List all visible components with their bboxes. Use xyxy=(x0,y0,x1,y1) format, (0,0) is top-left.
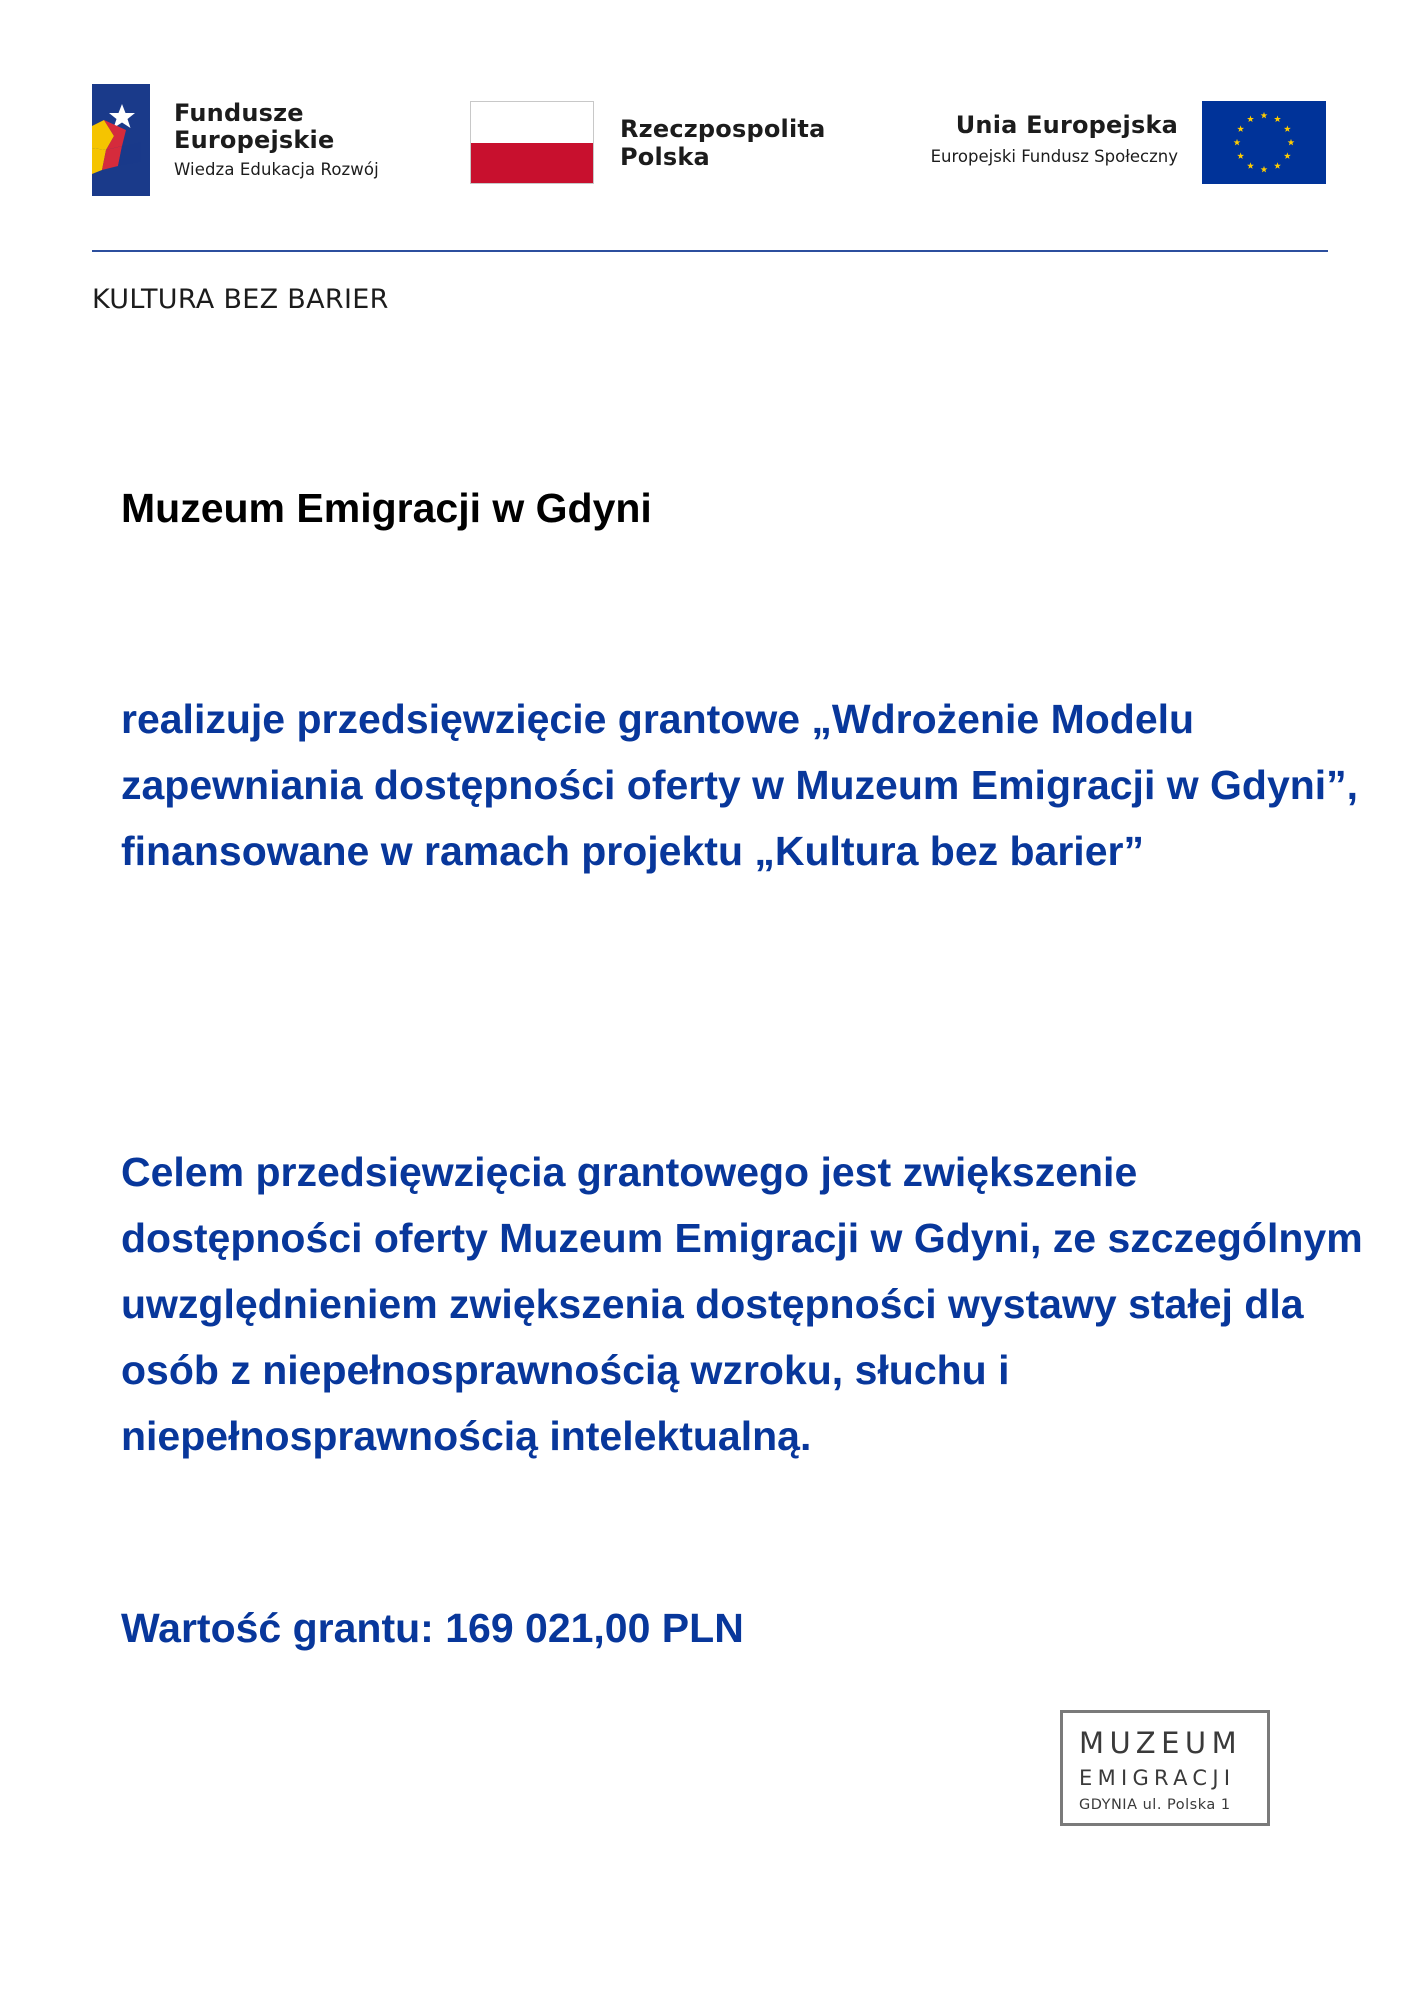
project-goal-paragraph: Celem przedsięwzięcia grantowego jest zwiększenie dostępności oferty Muzeum Emigracji w Gdyni, ze szczególnym uwzględnieniem zwiększenia dostępności wystawy stałej dla osób z niepełnosprawnością wzroku, słuchu i niepełnosprawnością intelektualną. xyxy=(121,1149,1363,1459)
museum-logo-line1: MUZEUM xyxy=(1079,1726,1243,1760)
rp-logo-line1: Rzeczpospolita xyxy=(620,115,826,143)
unia-europejska-logo xyxy=(908,101,1326,185)
muzeum-emigracji-logo xyxy=(1060,1710,1270,1826)
fe-logo-line1: Fundusze xyxy=(174,99,304,127)
program-label: KULTURA BEZ BARIER xyxy=(92,284,389,315)
fe-logo-line2: Europejskie xyxy=(174,126,335,154)
rp-logo-text xyxy=(620,115,825,171)
header-divider xyxy=(92,250,1328,252)
fe-logo-line3: Wiedza Edukacja Rozwój xyxy=(174,160,379,179)
eu-flag-icon xyxy=(1202,101,1326,184)
fe-logo-text xyxy=(174,100,379,182)
museum-logo-line2: EMIGRACJI xyxy=(1079,1766,1236,1790)
fundusze-europejskie-mark-icon xyxy=(92,84,150,196)
rp-logo-line2: Polska xyxy=(620,143,710,171)
project-description-paragraph: realizuje przedsięwzięcie grantowe „Wdrożenie Modelu zapewniania dostępności oferty w Muzeum Emigracji w Gdyni”, finansowane w ramach projektu „Kultura bez barier” xyxy=(121,696,1359,874)
rzeczpospolita-polska-logo xyxy=(470,101,840,187)
fundusze-europejskie-logo xyxy=(92,84,422,198)
page-title: Muzeum Emigracji w Gdyni xyxy=(121,485,652,531)
grant-value: Wartość grantu: 169 021,00 PLN xyxy=(121,1605,744,1651)
museum-logo-address: GDYNIA ul. Polska 1 xyxy=(1079,1797,1231,1813)
ue-logo-text xyxy=(931,111,1178,169)
ue-logo-line2: Europejski Fundusz Społeczny xyxy=(930,147,1178,166)
ue-logo-line1: Unia Europejska xyxy=(955,111,1178,139)
polish-flag-icon xyxy=(470,101,594,184)
